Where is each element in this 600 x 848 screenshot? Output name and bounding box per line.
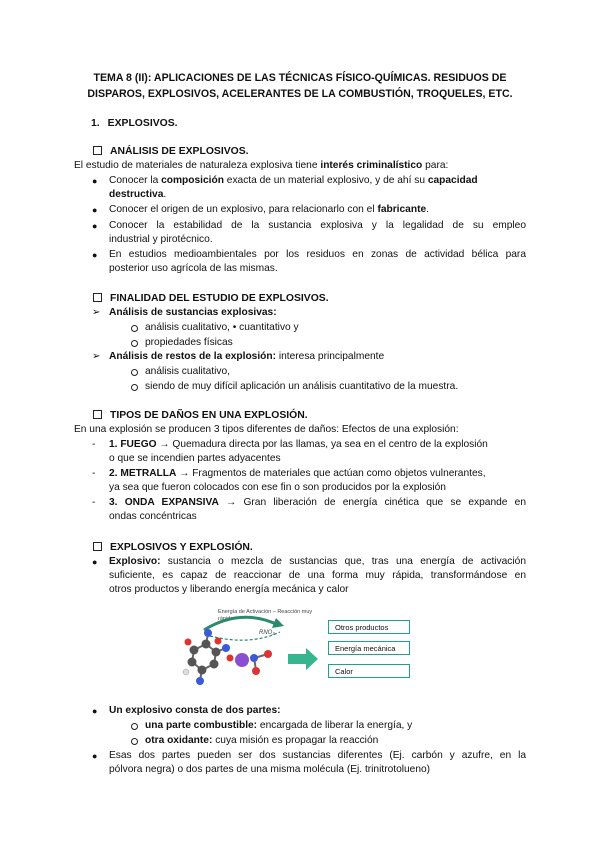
- bullet-icon: ●: [92, 205, 98, 215]
- partes-ejemplo-cont: pólvora negra) o dos partes de una misma molécula (Ej. trinitrotolueno): [109, 764, 431, 775]
- finalidad-heading: FINALIDAD DEL ESTUDIO DE EXPLOSIVOS.: [93, 292, 329, 306]
- title-line-2: DISPAROS, EXPLOSIVOS, ACELERANTES DE LA COMBUSTIÓN, TROQUELES, ETC.: [87, 88, 513, 100]
- bullet-icon: ●: [92, 706, 98, 716]
- parte-oxidante: otra oxidante: cuya misión es propagar la reacción: [145, 735, 379, 746]
- formula-label: RNO₂: [259, 630, 275, 636]
- circle-bullet-icon: [131, 738, 138, 745]
- analisis-bullet-1: Conocer la composición exacta de un material explosivo, y de ahí su capacidad: [109, 175, 478, 186]
- bullet-icon: ●: [92, 751, 98, 761]
- page-title: [60, 70, 540, 102]
- checkbox-icon: [93, 293, 102, 302]
- parte-combustible: una parte combustible: encargada de liberar la energía, y: [145, 720, 413, 731]
- tipos-d3: 3. ONDA EXPANSIVA → Gran liberación de energía cinética que se expande en: [109, 497, 526, 508]
- circle-bullet-icon: [131, 384, 138, 391]
- tipos-d2: 2. METRALLA → Fragmentos de materiales que actúan como objetos vulnerantes,: [109, 468, 486, 479]
- explosion-def-cont-1: suficiente, es capaz de reaccionar de una forma muy rápida, transformándose en: [109, 570, 526, 581]
- tipos-d3-cont: ondas concéntricas: [109, 511, 197, 522]
- product-box-3: Calor: [328, 664, 410, 678]
- partes-heading: Un explosivo consta de dos partes:: [109, 705, 281, 716]
- finalidad-a2-sub1: análisis cualitativo,: [145, 366, 230, 377]
- tipos-d1-cont: o que se incendien partes adyacentes: [109, 453, 281, 464]
- dash-bullet: -: [92, 497, 96, 508]
- circle-bullet-icon: [131, 723, 138, 730]
- analisis-bullet-3-cont: industrial y pirotécnico.: [109, 234, 213, 245]
- bullet-icon: ●: [92, 557, 98, 567]
- analisis-bullet-1-cont: destructiva.: [109, 189, 167, 200]
- analisis-bullet-4: En estudios medioambientales por los residuos en zonas de actividad bélica para: [109, 249, 526, 260]
- activation-arrow: [204, 617, 276, 630]
- explosion-heading: EXPLOSIVOS Y EXPLOSIÓN.: [93, 541, 253, 555]
- finalidad-a1: Análisis de sustancias explosivas:: [109, 307, 277, 318]
- title-line-1: TEMA 8 (II): APLICACIONES DE LAS TÉCNICAS FÍSICO-QUÍMICAS. RESIDUOS DE: [93, 72, 507, 84]
- tipos-intro: En una explosión se producen 3 tipos diferentes de daños: Efectos de una explosión:: [74, 424, 459, 435]
- analisis-heading: ANÁLISIS DE EXPLOSIVOS.: [93, 145, 249, 159]
- checkbox-icon: [93, 146, 102, 155]
- explosion-def-cont-2: otros productos y liberando energía mecánica y calor: [109, 584, 349, 595]
- checkbox-icon: [93, 542, 102, 551]
- circle-bullet-icon: [131, 325, 138, 332]
- analisis-bullet-4-cont: posterior uso agrícola de las mismas.: [109, 263, 278, 274]
- diagram-caption-2: rápida: [218, 616, 234, 622]
- checkbox-icon: [93, 410, 102, 419]
- circle-bullet-icon: [131, 369, 138, 376]
- bullet-icon: ●: [92, 176, 98, 186]
- analisis-bullet-2: Conocer el origen de un explosivo, para relacionarlo con el fabricante.: [109, 204, 429, 215]
- partes-ejemplo: Esas dos partes pueden ser dos sustancias diferentes (Ej. carbón y azufre, en la: [109, 750, 526, 761]
- finalidad-a1-sub2: propiedades físicas: [145, 337, 233, 348]
- tipos-d1: 1. FUEGO → Quemadura directa por las llamas, ya sea en el centro de la explosión: [109, 439, 488, 450]
- arrowhead-icon: ➢: [92, 351, 101, 362]
- bullet-icon: ●: [92, 250, 98, 260]
- dash-bullet: -: [92, 468, 96, 479]
- section-1-heading: 1. EXPLOSIVOS.: [91, 118, 178, 129]
- dash-bullet: -: [92, 439, 96, 450]
- diagram-caption: Energía de Activación – Reacción muy: [218, 609, 313, 615]
- finalidad-a2: Análisis de restos de la explosión: interesa principalmente: [109, 351, 385, 362]
- explosion-def: Explosivo: sustancia o mezcla de sustancias que, tras una energía de activación: [109, 556, 526, 567]
- analisis-bullet-3: Conocer la estabilidad de la sustancia explosiva y la legalidad de su empleo: [109, 220, 526, 231]
- right-arrow-icon: [288, 648, 318, 670]
- bullet-icon: ●: [92, 221, 98, 231]
- tipos-heading: TIPOS DE DAÑOS EN UNA EXPLOSIÓN.: [93, 409, 308, 423]
- finalidad-a1-sub1: análisis cualitativo, • cuantitativo y: [145, 322, 299, 333]
- circle-bullet-icon: [131, 340, 138, 347]
- product-box-2: Energía mecánica: [328, 641, 410, 655]
- finalidad-a2-sub2: siendo de muy difícil aplicación un análisis cuantitativo de la muestra.: [145, 381, 459, 392]
- arrowhead-icon: ➢: [92, 307, 101, 318]
- product-box-1: Otros productos: [328, 620, 410, 634]
- analisis-intro: El estudio de materiales de naturaleza explosiva tiene interés criminalístico para:: [74, 160, 449, 171]
- reaction-diagram: [180, 606, 420, 688]
- tipos-d2-cont: ya sea que fueron colocados con ese fin o son producidos por la explosión: [109, 482, 446, 493]
